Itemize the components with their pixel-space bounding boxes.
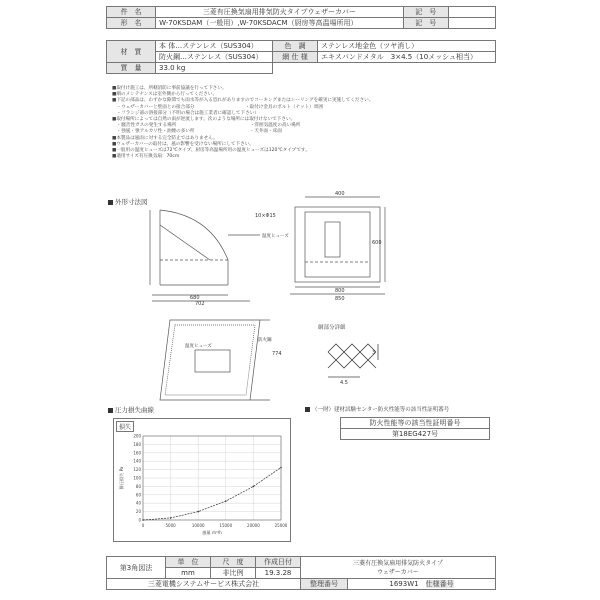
body-material: 本 体…ステンレス（SUS304） bbox=[156, 41, 273, 52]
net-label: 網 仕 様 bbox=[273, 52, 318, 63]
cert-number: 第18EG427号 bbox=[341, 429, 490, 440]
x-tick-label: 10000 bbox=[191, 523, 205, 528]
symbol-value-1 bbox=[448, 7, 495, 18]
y-tick-label: 180 bbox=[133, 441, 141, 447]
scale-label: 尺 度 bbox=[211, 557, 256, 568]
cert-label: 防火性能等の該当性証明番号 bbox=[341, 418, 490, 429]
scale-value: 非比例 bbox=[211, 568, 256, 579]
y-tick-label: 100 bbox=[133, 475, 141, 481]
material-label: 材 質 bbox=[107, 41, 156, 63]
loss-curve-point bbox=[253, 486, 255, 488]
unit-value: mm bbox=[166, 568, 211, 579]
x-tick-label: 25000 bbox=[274, 523, 288, 528]
doc-label: 整理番号 bbox=[301, 579, 348, 590]
damper-material: 防火鋼…ステンレス（SUS304） bbox=[156, 52, 273, 63]
model-value: W-70KSDAM（一般用）,W-70KSDACM（厨房等高温場所用） bbox=[156, 18, 404, 29]
date-label: 作成日付 bbox=[256, 557, 301, 568]
bullet-square-icon bbox=[108, 200, 113, 205]
bullet-square-icon bbox=[305, 407, 310, 412]
cert-table bbox=[340, 417, 490, 440]
bullet-square-icon bbox=[108, 408, 113, 413]
company-name: 三菱電機システムサービス株式会社 bbox=[107, 579, 301, 590]
y-tick-label: 200 bbox=[133, 433, 141, 439]
mesh-detail-drawing bbox=[320, 332, 380, 387]
header-table bbox=[106, 6, 496, 29]
cert-section-title: （一財）建材試験センター防火性能等の該当性証明番号 bbox=[305, 405, 449, 413]
pressure-loss-chart bbox=[113, 418, 291, 542]
symbol-label-2: 記 号 bbox=[403, 18, 448, 29]
damper-label: 温度ヒューズ bbox=[185, 344, 212, 349]
footer-title-line2: ウェザーカバー bbox=[377, 568, 419, 576]
dim-400: 400 bbox=[335, 191, 345, 197]
symbol-value-2 bbox=[448, 18, 495, 29]
angle-method: 第3角図法 bbox=[107, 557, 166, 579]
dim-600: 600 bbox=[372, 240, 382, 246]
loss-curve-line bbox=[143, 468, 281, 521]
note-line: ・ウェザーカバーと壁面との接合部分 ・取付け金具のボルト（ナット）周囲 bbox=[112, 104, 323, 110]
doc-value: 1693W1 仕様番号 bbox=[348, 579, 496, 590]
x-tick-label: 5000 bbox=[165, 523, 176, 528]
note-line: ・フランジ部の溶接部分（不明の場合は施工業者に確認して下さい） bbox=[112, 110, 259, 116]
outline-section-title: 外形寸法図 bbox=[108, 197, 148, 206]
y-tick-label: 60 bbox=[135, 492, 141, 498]
note-line: ■本製品は風雨に対する完全防止ではありません。 bbox=[112, 135, 218, 141]
footer-title-line1: 三菱有圧換気扇用排気防火タイプ bbox=[353, 559, 443, 567]
mesh-dim-45: 4.5 bbox=[340, 380, 348, 386]
symbol-label-1: 記 号 bbox=[403, 7, 448, 18]
dim-800: 800 bbox=[335, 288, 345, 294]
x-tick-label: 0 bbox=[141, 523, 145, 528]
weight-label: 質 量 bbox=[107, 63, 156, 74]
x-tick-label: 15000 bbox=[219, 523, 233, 528]
side-view-drawing bbox=[110, 205, 289, 307]
mesh-detail-title: 網部分詳細 bbox=[318, 325, 346, 331]
y-tick-label: 40 bbox=[135, 500, 141, 506]
loss-curve-point bbox=[197, 511, 199, 513]
y-axis-label: 静圧損失 Pa bbox=[119, 466, 124, 490]
note-line: ・騒音性ガスの発生する場所 ・雰囲気温度の高い場所 bbox=[112, 123, 301, 129]
note-line: ■ウェザーカバーの取付は、風の影響を受けない場所にして下さい。 bbox=[112, 141, 254, 147]
color-value: ステンレス地金色（ツヤ消し） bbox=[318, 41, 496, 52]
y-tick-label: 140 bbox=[133, 458, 141, 464]
footer-table bbox=[106, 556, 496, 590]
x-tick-label: 20000 bbox=[247, 523, 260, 528]
weight-value: 33.0 kg bbox=[156, 63, 273, 74]
x-axis-label: 風量 m³/h bbox=[202, 530, 222, 535]
loss-curve-point bbox=[280, 467, 282, 469]
dim-850: 850 bbox=[335, 296, 345, 302]
note-line: ■網のメンテナンスは室外側から行ってください。 bbox=[112, 92, 218, 98]
fuse-label: 温度ヒューズ bbox=[262, 234, 289, 239]
loss-curve-point bbox=[225, 500, 227, 502]
unit-label: 単 位 bbox=[166, 557, 211, 568]
spec-table bbox=[106, 40, 496, 74]
subject-value: 三菱有圧換気扇用排気防火タイプウェザーカバー bbox=[156, 7, 404, 18]
mesh-dim-3: 3 bbox=[372, 350, 376, 356]
ref-label: 仕様番号 bbox=[425, 580, 454, 588]
date-value: 19.3.28 bbox=[256, 568, 301, 579]
y-tick-label: 80 bbox=[135, 483, 141, 489]
net-value: エキスパンドメタル 3×4.5（10メッシュ相当） bbox=[318, 52, 496, 63]
y-tick-label: 120 bbox=[133, 467, 141, 473]
dim-702: 702 bbox=[195, 301, 205, 307]
front-view-drawing bbox=[285, 192, 400, 302]
y-tick-label: 20 bbox=[135, 509, 141, 515]
note-line: ■適用サイズ有圧換気扇：70cm bbox=[112, 154, 180, 160]
loss-curve-point bbox=[170, 517, 172, 519]
notes-block bbox=[112, 86, 502, 160]
note-line: ■下記の部品は、わずかな隙間でも雨水等が入る恐れがありますのでコーキングまたはシーリングを確実に実施してください。 bbox=[112, 98, 374, 104]
dim-774: 774 bbox=[272, 351, 282, 357]
fire-damper-label: 防火鋼 bbox=[258, 338, 272, 343]
note-line: ■取付け施工は、所轄消防に事前協議を行って下さい。 bbox=[112, 86, 227, 91]
note-line: ・強風・強アルカリ性・油煙の多い所 ・天井面・床面 bbox=[112, 129, 282, 135]
pressure-section-title: 圧力損失曲線 bbox=[108, 405, 154, 414]
bolt-hole-label: 10×Φ15 bbox=[255, 213, 276, 219]
loss-curve-point bbox=[142, 519, 144, 521]
y-tick-label: 0 bbox=[138, 517, 141, 523]
color-label: 色 調 bbox=[273, 41, 318, 52]
subject-label: 件 名 bbox=[107, 7, 156, 18]
bottom-view-drawing bbox=[140, 305, 285, 410]
model-label: 形 名 bbox=[107, 18, 156, 29]
y-tick-label: 160 bbox=[133, 450, 141, 456]
note-line: ■取付場所によっては自然の雨が逆流します。次のような場所には取付けないで下さい。 bbox=[112, 117, 296, 123]
dim-680: 680 bbox=[190, 295, 200, 301]
footer-title bbox=[301, 557, 496, 579]
chart-title-box: 損失 bbox=[116, 421, 134, 432]
note-line: ■一般用の温度ヒューズは72℃タイプ、厨房等高温場所用の温度ヒューズは120℃タイプです。 bbox=[112, 148, 310, 154]
